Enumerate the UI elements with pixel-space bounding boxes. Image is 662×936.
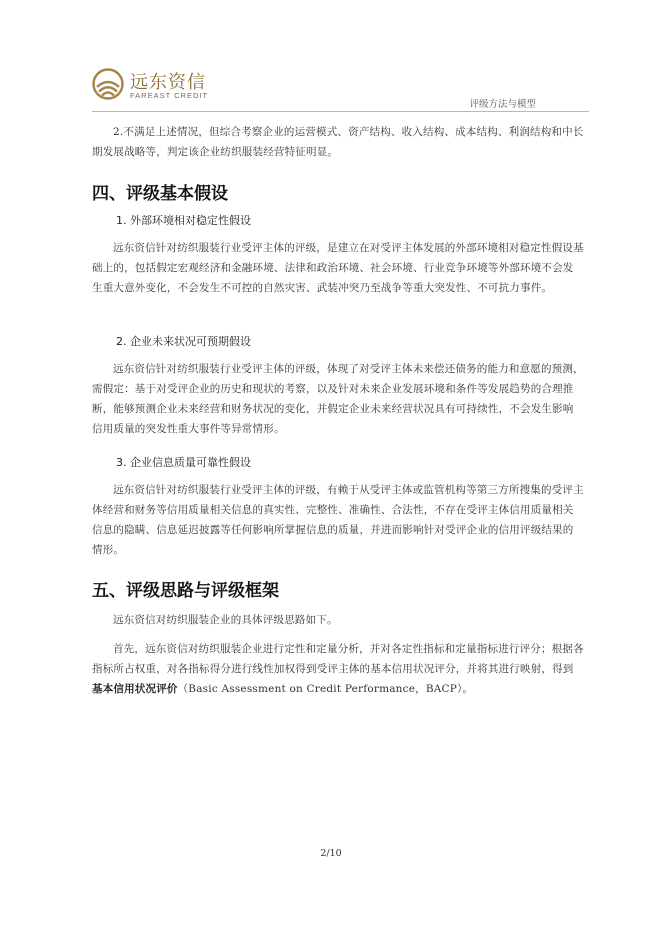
doc-type-label: 评级方法与模型 xyxy=(469,99,536,110)
company-logo xyxy=(92,68,222,104)
paragraph-2-end: （Basic Assessment on Credit Performance，BACP）。 xyxy=(177,683,474,695)
brand-name-en: FAREAST CREDIT xyxy=(130,91,209,100)
subsection-4-1-text: 远东资信针对纺织服装行业受评主体的评级，是建立在对受评主体发展的外部环境相对稳定性假设基础上的，包括假定宏观经济和金融环境、法律和政治环境、社会环境、行业竞争环境等外部环境不会发生重大意外变化，不会发生不可控的自然灾害、武装冲突乃至战争等重大突发性、不可抗力事件。 xyxy=(92,242,584,294)
subsection-4-3-text: 远东资信针对纺织服装行业受评主体的评级，有赖于从受评主体或监管机构等第三方所搜集的受评主体经营和财务等信用质量相关信息的真实性、完整性、准确性、合法性，不存在受评主体信用质量相关信息的隐瞒、信息延迟披露等任何影响所掌握信息的质量，并进而影响针对受评企业的信用评级结果的情形。 xyxy=(92,484,584,556)
subsection-4-1-title: 1. 外部环境相对稳定性假设 xyxy=(116,214,251,227)
header-divider xyxy=(92,111,589,112)
section-5-paragraph-1: 远东资信对纺织服装企业的具体评级思路如下。 xyxy=(113,614,338,626)
section-5-title: 五、评级思路与评级框架 xyxy=(92,581,279,601)
brand-name-cn: 远东资信 xyxy=(130,72,206,93)
page-number: 2/10 xyxy=(320,848,342,859)
section-5-paragraph-2 xyxy=(92,639,584,699)
section-4-title: 四、评级基本假设 xyxy=(92,184,228,204)
fareast-logo-icon xyxy=(92,68,124,100)
subsection-4-2-title: 2. 企业未来状况可预期假设 xyxy=(116,335,251,348)
intro-paragraph: 2.不满足上述情况，但综合考察企业的运营模式、资产结构、收入结构、成本结构、利润结构和中长期发展战略等，判定该企业纺织服装经营特征明显。 xyxy=(92,126,584,158)
paragraph-2-start: 首先，远东资信对纺织服装企业进行定性和定量分析，并对各定性指标和定量指标进行评分；根据各指标所占权重，对各指标得分进行线性加权得到受评主体的基本信用状况评分，并将其进行映射，得到 xyxy=(92,643,584,675)
subsection-4-2-text: 远东资信针对纺织服装行业受评主体的评级，体现了对受评主体未来偿还债务的能力和意愿的预测，需假定：基于对受评企业的历史和现状的考察，以及针对未来企业发展环境和条件等发展趋势的合理推断，能够预测企业未来经营和财务状况的变化，并假定企业未来经营状况具有可持续性，不会发生影响信用质量的突发性重大事件等异常情形。 xyxy=(92,363,584,435)
bacp-term: 基本信用状况评价 xyxy=(92,683,178,695)
subsection-4-3-title: 3. 企业信息质量可靠性假设 xyxy=(116,456,251,469)
